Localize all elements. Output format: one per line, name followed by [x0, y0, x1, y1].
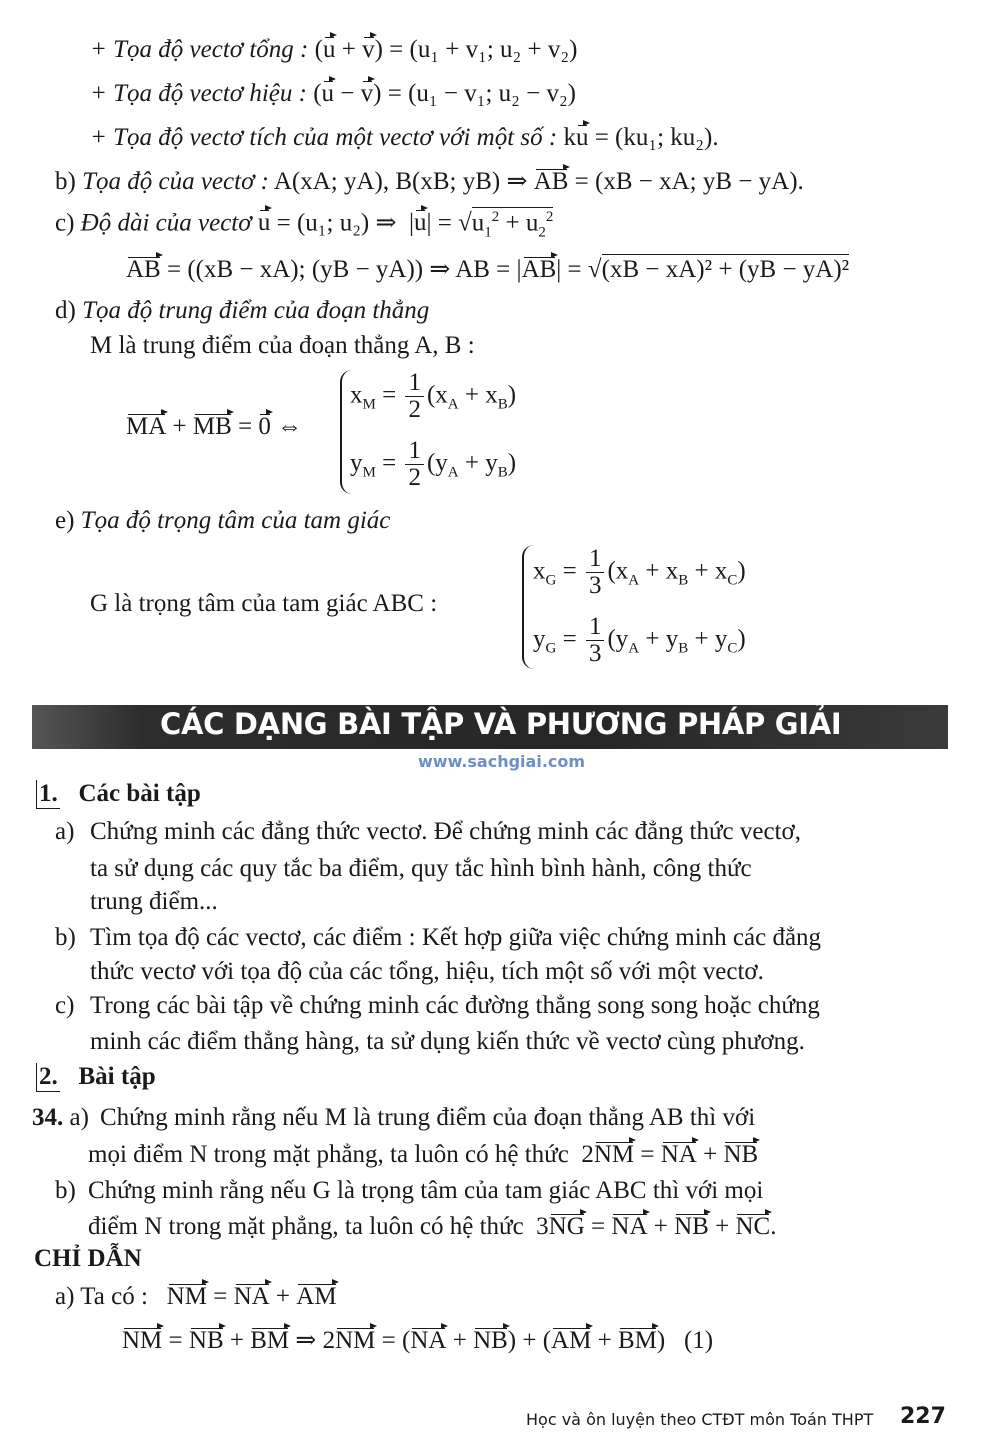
- footer-text: Học và ôn luyện theo CTĐT môn Toán THPT: [526, 1410, 874, 1429]
- item-c-expr: = (u₁; u₂) ⇒: [276, 209, 397, 237]
- ab-length: AB = ((xB − xA); (yB − yA)) ⇒ AB = |AB| = √(xB − xA)² + (yB − yA)²: [126, 256, 850, 283]
- centroid-yg: $y_G$ = $\frac{1}{3}$ $(y_A + y_B + y_C)$: [533, 613, 746, 668]
- line-diff: + Tọa độ vectơ hiệu : (u − v) = (u₁ − v₁; u₂ − v₂): [90, 80, 576, 107]
- midpoint-eq: MA + MB = 0 ⇔: [126, 413, 303, 440]
- section2-heading: [36, 1063, 156, 1092]
- item-d-text: M là trung điểm của đoạn thẳng A, B :: [90, 332, 475, 359]
- p34-a-line2: mọi điểm N trong mặt phẳng, ta luôn có hệ thức 2NM = NA + NB: [88, 1141, 759, 1168]
- line-scalar-label: + Tọa độ vectơ tích của một vectơ với một số :: [90, 124, 558, 151]
- ab-length-expr1: = ((xB − xA); (yB − yA)) ⇒ AB =: [166, 256, 511, 283]
- item-e-label: Tọa độ trọng tâm của tam giác: [80, 507, 391, 534]
- s1-a-line3: trung điểm...: [90, 888, 218, 915]
- section1-title: Các bài tập: [78, 780, 201, 807]
- ab-length-expr2: (xB − xA)² + (yB − yA)²: [601, 256, 850, 283]
- p34-b-letter: b): [55, 1177, 76, 1204]
- item-b-result: = (xB − xA; yB − yA).: [574, 168, 804, 195]
- line-diff-expr: = (u₁ − v₁; u₂ − v₂): [387, 80, 576, 107]
- line-sum-expr: = (u₁ + v₁; u₂ + v₂): [389, 36, 578, 63]
- p34-b-line2: điểm N trong mặt phẳng, ta luôn có hệ thức 3NG = NA + NB + NC.: [88, 1213, 777, 1240]
- item-e-letter: e): [55, 507, 75, 534]
- item-b-letter: b): [55, 168, 76, 195]
- guide-a-text: Ta có :: [80, 1283, 148, 1310]
- s1-c-letter: c): [55, 992, 75, 1019]
- centroid-xg: $x_G$ = $\frac{1}{3}$ $(x_A + x_B + x_C)$: [533, 545, 746, 600]
- s1-a-line2: ta sử dụng các quy tắc ba điểm, quy tắc hình bình hành, công thức: [90, 855, 752, 882]
- s1-b-line1: Tìm tọa độ các vectơ, các điểm : Kết hợp giữa việc chứng minh các đẳng: [90, 924, 822, 951]
- item-b-points: A(xA; yA), B(xB; yB) ⇒: [273, 168, 528, 195]
- p34-num: 34.: [32, 1104, 64, 1131]
- line-sum: + Tọa độ vectơ tổng : (u + v) = (u₁ + v₁; u₂ + v₂): [90, 36, 578, 63]
- section1-num: 1.: [36, 780, 60, 809]
- guide-eq-num: (1): [683, 1327, 714, 1354]
- s1-b-line2: thức vectơ với tọa độ của các tổng, hiệu, tích một số với một vectơ.: [90, 958, 764, 985]
- p34-a-line1: Chứng minh rằng nếu M là trung điểm của đoạn thẳng AB thì với: [100, 1104, 756, 1131]
- line-diff-label: + Tọa độ vectơ hiệu :: [90, 80, 307, 107]
- p34-a-head: [32, 1104, 89, 1132]
- item-b: b) Tọa độ của vectơ : A(xA; yA), B(xB; yB) ⇒ AB = (xB − xA; yB − yA).: [55, 168, 804, 195]
- section2-title: Bài tập: [78, 1063, 156, 1090]
- midpoint-ym: $y_M$ = $\frac{1}{2}$ $(y_A + y_B)$: [350, 437, 517, 492]
- s1-a-line1: Chứng minh các đẳng thức vectơ. Để chứng minh các đẳng thức vectơ,: [90, 818, 801, 845]
- item-d-letter: d): [55, 297, 76, 324]
- item-b-label: Tọa độ của vectơ :: [82, 168, 269, 195]
- midpoint-xm: $x_M$ = $\frac{1}{2}$ $(x_A + x_B)$: [350, 369, 517, 424]
- section-banner-title: CÁC DẠNG BÀI TẬP VÀ PHƯƠNG PHÁP GIẢI: [160, 707, 842, 741]
- p34-a-letter: a): [69, 1104, 89, 1131]
- section1-heading: [36, 780, 201, 809]
- item-e: [55, 507, 390, 535]
- item-c-label: Độ dài của vectơ: [80, 209, 252, 237]
- item-d: [55, 297, 429, 325]
- s1-c-line1: Trong các bài tập về chứng minh các đường thẳng song song hoặc chứng: [90, 992, 820, 1019]
- s1-a-letter: a): [55, 818, 75, 845]
- line-sum-label: + Tọa độ vectơ tổng :: [90, 36, 309, 63]
- line-scalar-expr: = (ku₁; ku₂).: [594, 124, 719, 151]
- p34-b-line1: Chứng minh rằng nếu G là trọng tâm của tam giác ABC thì với mọi: [88, 1177, 764, 1204]
- s1-c-line2: minh các điểm thẳng hàng, ta sử dụng kiến thức về vectơ cùng phương.: [90, 1028, 805, 1055]
- watermark: www.sachgiai.com: [418, 752, 586, 771]
- item-e-text: G là trọng tâm của tam giác ABC :: [90, 590, 438, 617]
- item-d-label: Tọa độ trung điểm của đoạn thẳng: [82, 297, 430, 324]
- guide-a-letter: a): [55, 1283, 75, 1310]
- guide-eq: NM = NB + BM ⇒ 2NM = (NA + NB) + (AM + BM) (1): [122, 1327, 714, 1354]
- line-scalar: + Tọa độ vectơ tích của một vectơ với một số : ku = (ku₁; ku₂).: [90, 124, 719, 151]
- page-number: 227: [900, 1404, 946, 1429]
- guide-a: a) Ta có : NM = NA + AM: [55, 1283, 337, 1310]
- s1-b-letter: b): [55, 924, 76, 951]
- section2-num: 2.: [36, 1063, 60, 1092]
- item-c-letter: c): [55, 209, 75, 237]
- item-c: c) Độ dài của vectơ u = (u₁; u₂) ⇒ $|u| = √u_1^2 + u_2^2$: [55, 209, 554, 241]
- p34-a-line2-text: mọi điểm N trong mặt phẳng, ta luôn có hệ thức: [88, 1141, 569, 1168]
- guide-heading: CHỈ DẪN: [34, 1245, 142, 1272]
- p34-b-line2-text: điểm N trong mặt phẳng, ta luôn có hệ thức: [88, 1213, 524, 1240]
